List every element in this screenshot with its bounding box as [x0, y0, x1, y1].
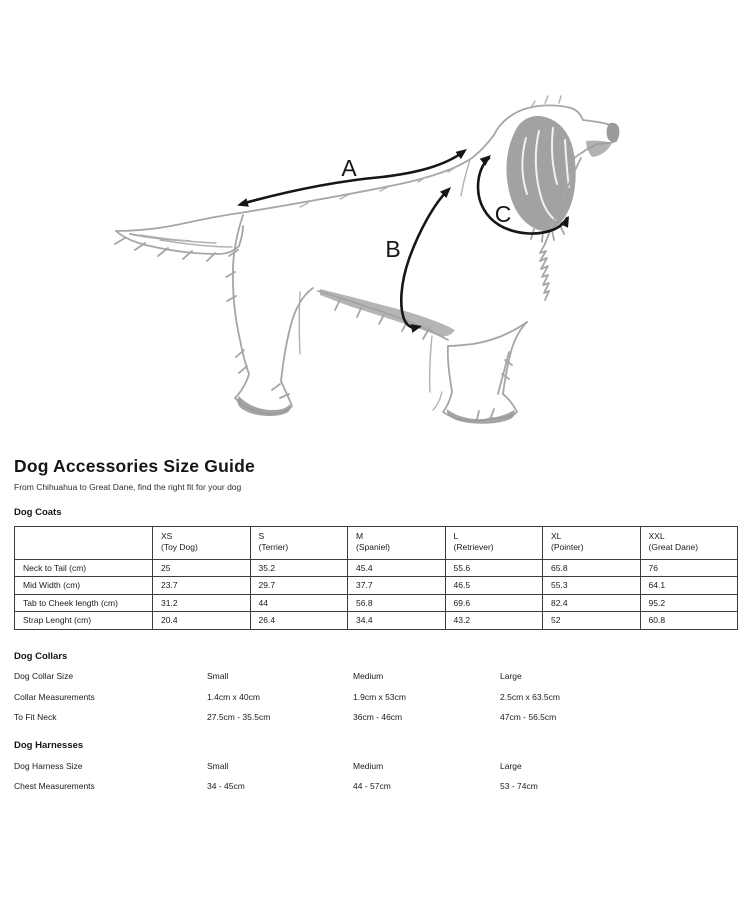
dog-collars-heading: Dog Collars [14, 650, 68, 662]
cell-value: 26.4 [250, 612, 348, 630]
cell-value: 46.5 [445, 577, 543, 595]
cell-value: 65.8 [543, 559, 641, 577]
cell-value: 56.8 [348, 594, 446, 612]
cell-value: 52 [543, 612, 641, 630]
spec-label: Collar Measurements [14, 691, 95, 702]
size-code: S [258, 530, 265, 541]
dog-harnesses-heading: Dog Harnesses [14, 739, 84, 751]
coats-row-tab-to-cheek [15, 594, 738, 612]
arrow-a-head-right [456, 149, 468, 159]
spec-value-large: 2.5cm x 63.5cm [500, 691, 560, 702]
arrow-b [401, 190, 448, 328]
spec-value-medium: Medium [353, 760, 384, 771]
dog-harnesses-section [14, 761, 736, 802]
cell-value: 69.6 [445, 594, 543, 612]
harness-size-row [14, 761, 736, 782]
size-breed: (Terrier) [258, 541, 289, 552]
size-breed: (Pointer) [551, 541, 584, 552]
harness-chest-row [14, 781, 736, 802]
label-c: C [494, 201, 512, 227]
coats-col-header-m [348, 526, 446, 559]
cell-value: 34.4 [348, 612, 446, 630]
coats-col-header-xxl [640, 526, 738, 559]
cell-value: 82.4 [543, 594, 641, 612]
arrow-a-head-left [237, 198, 249, 207]
cell-value: 25 [153, 559, 251, 577]
coats-col-header-xl [543, 526, 641, 559]
spec-value-medium: 44 - 57cm [353, 781, 391, 792]
collar-measurements-row [14, 692, 736, 713]
size-guide-content [0, 456, 750, 802]
cell-value: 45.4 [348, 559, 446, 577]
cell-value: 29.7 [250, 577, 348, 595]
cell-value: 64.1 [640, 577, 738, 595]
row-label: Tab to Cheek length (cm) [15, 594, 153, 612]
cell-value: 37.7 [348, 577, 446, 595]
label-a: A [341, 155, 357, 181]
cell-value: 31.2 [153, 594, 251, 612]
size-code: XXL [648, 530, 665, 541]
dog-collars-section [14, 671, 736, 733]
dog-coats-heading: Dog Coats [14, 507, 62, 519]
dog-coats-table [14, 526, 738, 630]
collar-size-row [14, 671, 736, 692]
size-code: M [356, 530, 364, 541]
collar-fit-neck-row [14, 712, 736, 733]
spec-label: Dog Collar Size [14, 671, 74, 682]
cell-value: 44 [250, 594, 348, 612]
spec-value-medium: Medium [353, 671, 384, 682]
size-breed: (Retriever) [453, 541, 494, 552]
spec-value-small: Small [207, 671, 229, 682]
spec-value-medium: 1.9cm x 53cm [353, 691, 406, 702]
cell-value: 55.6 [445, 559, 543, 577]
coats-col-header-xs [153, 526, 251, 559]
cell-value: 20.4 [153, 612, 251, 630]
spec-value-large: Large [500, 760, 522, 771]
spec-label: Dog Harness Size [14, 760, 83, 771]
cell-value: 23.7 [153, 577, 251, 595]
cell-value: 95.2 [640, 594, 738, 612]
coats-row-mid-width [15, 577, 738, 595]
row-label: Strap Lenght (cm) [15, 612, 153, 630]
row-label: Mid Width (cm) [15, 577, 153, 595]
spec-value-small: 27.5cm - 35.5cm [207, 712, 271, 723]
spec-value-small: Small [207, 760, 229, 771]
coats-row-strap-length [15, 612, 738, 630]
label-b: B [385, 236, 401, 262]
dog-measurement-diagram [0, 0, 750, 450]
size-breed: (Spaniel) [356, 541, 391, 552]
coats-col-header-l [445, 526, 543, 559]
size-breed: (Great Dane) [648, 541, 699, 552]
cell-value: 43.2 [445, 612, 543, 630]
arrow-c-head-top [480, 155, 491, 166]
cell-value: 35.2 [250, 559, 348, 577]
spec-value-medium: 36cm - 46cm [353, 712, 403, 723]
size-breed: (Toy Dog) [161, 541, 198, 552]
spec-value-large: 53 - 74cm [500, 781, 538, 792]
size-code: XL [551, 530, 562, 541]
spec-value-large: 47cm - 56.5cm [500, 712, 557, 723]
size-code: XS [161, 530, 173, 541]
cell-value: 55.3 [543, 577, 641, 595]
page-title: Dog Accessories Size Guide [14, 456, 255, 476]
spec-value-small: 1.4cm x 40cm [207, 691, 260, 702]
coats-col-header-s [250, 526, 348, 559]
cell-value: 60.8 [640, 612, 738, 630]
spec-label: To Fit Neck [14, 712, 57, 723]
coats-header-row [15, 526, 738, 559]
coats-row-neck-to-tail [15, 559, 738, 577]
cell-value: 76 [640, 559, 738, 577]
row-label: Neck to Tail (cm) [15, 559, 153, 577]
spec-value-large: Large [500, 671, 522, 682]
dog-sketch [115, 96, 619, 424]
size-code: L [453, 530, 459, 541]
spec-value-small: 34 - 45cm [207, 781, 245, 792]
coats-corner-cell [15, 526, 153, 559]
spec-label: Chest Measurements [14, 781, 95, 792]
page-subtitle: From Chihuahua to Great Dane, find the right fit for your dog [14, 482, 242, 493]
